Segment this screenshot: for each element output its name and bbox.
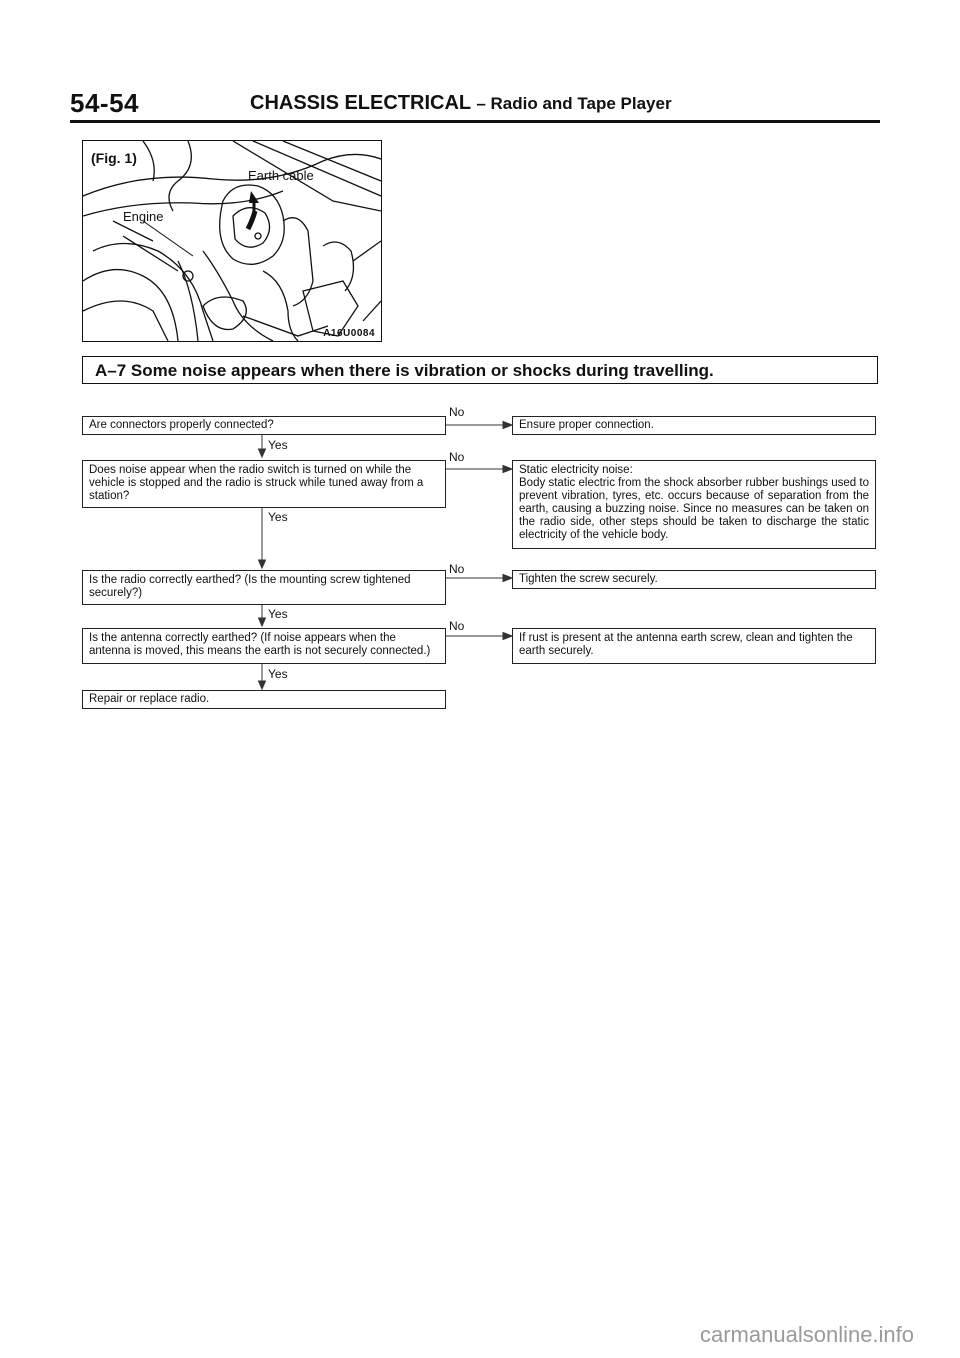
answer-antenna-rust [512,628,876,664]
header-title-sub: – Radio and Tape Player [476,94,672,113]
answer-tighten-screw [512,570,876,589]
question-connectors-text: Are connectors properly connected? [89,419,274,431]
yes-label-1: Yes [268,438,288,452]
no-label-3: No [449,562,465,576]
yes-label-3: Yes [268,607,288,621]
question-radio-earth-text: Is the radio correctly earthed? (Is the mounting screw tightened securely?) [89,574,411,599]
question-antenna-earth [82,628,446,664]
header-title-main: CHASSIS ELECTRICAL [250,92,471,114]
answer-tighten-screw-text: Tighten the screw securely. [519,573,658,585]
no-label-1: No [449,405,465,419]
final-repair-text: Repair or replace radio. [89,693,210,705]
figure-title: (Fig. 1) [91,150,137,166]
answer-ensure-connection [512,416,876,435]
question-static-noise [82,460,446,508]
section-heading: A–7 Some noise appears when there is vibration or shocks during travelling. [95,361,714,380]
question-connectors [82,416,446,435]
question-radio-earth [82,570,446,605]
answer-antenna-rust-text: If rust is present at the antenna earth screw, clean and tighten the earth securely. [519,632,853,657]
question-antenna-earth-text: Is the antenna correctly earthed? (If noise appears when the antenna is moved, this means the earth is not securely connected.) [89,632,431,657]
answer-static-electricity-title: Static electricity noise: [519,464,633,476]
earth-cable-label: Earth cable [248,168,314,183]
yes-label-4: Yes [268,667,288,681]
figure-code: A16U0084 [323,328,375,339]
answer-ensure-connection-text: Ensure proper connection. [519,419,654,431]
question-static-noise-text: Does noise appear when the radio switch is turned on while the vehicle is stopped and the radio is struck while tuned away from a station? [89,464,424,502]
answer-static-electricity [512,460,876,549]
final-repair-box [82,690,446,709]
no-label-4: No [449,619,465,633]
answer-static-electricity-body: Body static electric from the shock absorber rubber bushings used to prevent vibration, tyres, etc. occurs because of separation from the earth, causing a buzzing noise. Since no measures can be taken on the radio side, other steps should be taken to discharge the static electricity of the vehicle body. [519,477,869,541]
page-number: 54-54 [70,88,139,118]
no-label-2: No [449,450,465,464]
footer-watermark: carmanualsonline.info [700,1322,915,1347]
engine-label: Engine [123,209,164,224]
yes-label-2: Yes [268,510,288,524]
